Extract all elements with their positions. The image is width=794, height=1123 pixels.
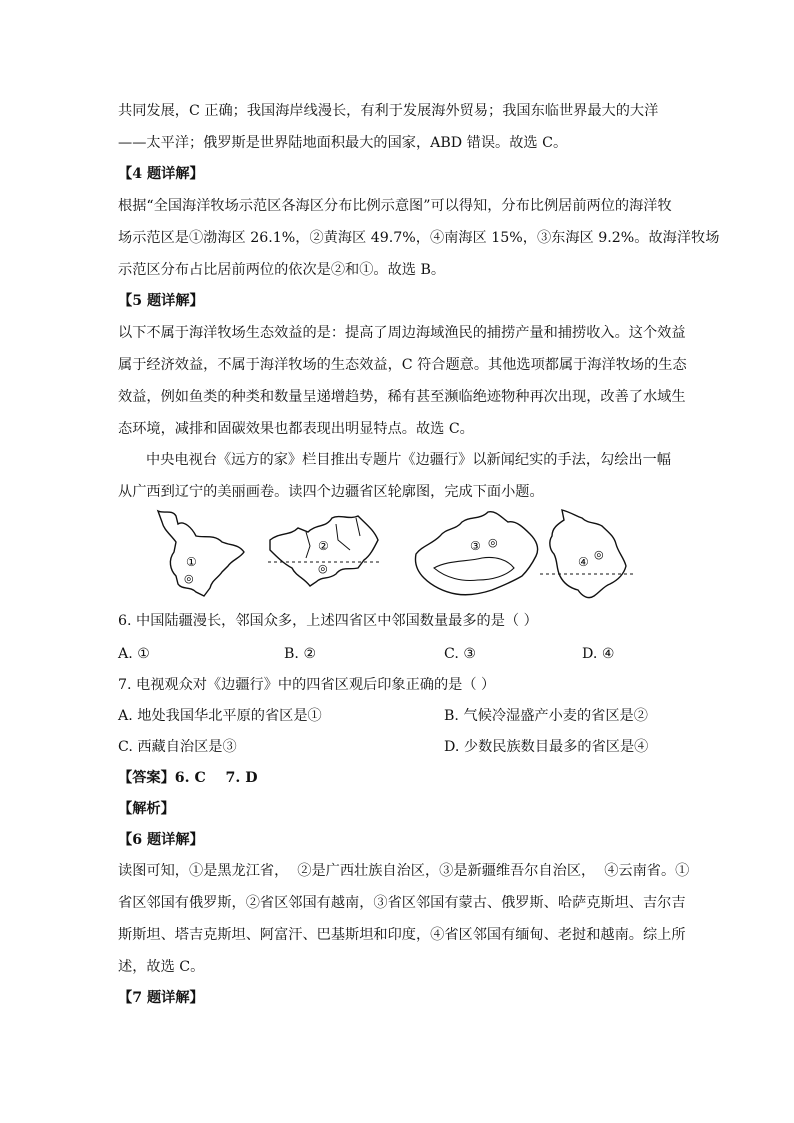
intro-line-2: ——太平洋；俄罗斯是世界陆地面积最大的国家，ABD 错误。故选 C。 [118, 135, 568, 151]
capital-symbol: ◎ [318, 562, 328, 575]
map-label-2: ② [318, 539, 329, 553]
q4-line-1: 根据“全国海洋牧场示范区各海区分布比例示意图”可以得知，分布比例居前两位的海洋牧 [118, 198, 672, 214]
analysis-heading: 【解析】 [118, 801, 175, 817]
q6-detail-line-2: 省区邻国有俄罗斯，②省区邻国有越南，③省区邻国有蒙古、俄罗斯、哈萨克斯坦、吉尔吉 [118, 895, 686, 911]
map-heilongjiang [152, 506, 252, 602]
q6-detail-heading: 【6 题详解】 [118, 832, 204, 848]
q7-option-b: B. 气候冷湿盛产小麦的省区是② [444, 708, 648, 724]
q5-line-1: 以下不属于海洋牧场生态效益的是：提高了周边海域渔民的捕捞产量和捕捞收入。这个效益 [118, 325, 686, 341]
q6-option-b: B. ② [284, 646, 317, 662]
passage-line-2: 从广西到辽宁的美丽画卷。读四个边疆省区轮廓图，完成下面小题。 [118, 484, 544, 500]
q4-line-2: 场示范区是①渤海区 26.1%，②黄海区 49.7%，④南海区 15%，③东海区 9.2%。故海洋牧场 [118, 230, 720, 246]
q7-option-a: A. 地处我国华北平原的省区是① [118, 708, 322, 724]
capital-symbol: ◎ [594, 548, 604, 561]
q6-stem: 6. 中国陆疆漫长，邻国众多，上述四省区中邻国数量最多的是（ ） [118, 613, 538, 629]
q7-option-c: C. 西藏自治区是③ [118, 739, 237, 755]
passage-line-1: 中央电视台《远方的家》栏目推出专题片《边疆行》以新闻纪实的手法，勾绘出一幅 [146, 452, 671, 468]
map-label-4: ④ [578, 555, 589, 569]
q6-option-c: C. ③ [444, 646, 477, 662]
map-yunnan [538, 506, 638, 606]
q6-detail-line-4: 述，故选 C。 [118, 959, 205, 975]
q6-detail-line-3: 斯斯坦、塔吉克斯坦、阿富汗、巴基斯坦和印度，④省区邻国有缅甸、老挝和越南。综上所 [118, 927, 686, 943]
capital-symbol: ◎ [184, 572, 194, 585]
q6-detail-line-1: 读图可知，①是黑龙江省， ②是广西壮族自治区，③是新疆维吾尔自治区， ④云南省。① [118, 863, 690, 879]
map-xinjiang [412, 506, 544, 602]
capital-symbol: ◎ [488, 536, 498, 549]
q7-detail-heading: 【7 题详解】 [118, 990, 204, 1006]
q7-option-d: D. 少数民族数目最多的省区是④ [444, 739, 649, 755]
map-guangxi [266, 506, 384, 596]
q4-heading: 【4 题详解】 [118, 166, 204, 182]
q5-line-3: 效益，例如鱼类的种类和数量呈递增趋势，稀有甚至濒临绝迹物种再次出现，改善了水域生 [118, 389, 686, 405]
map-label-3: ③ [470, 539, 481, 553]
q5-line-4: 态环境，减排和固碳效果也都表现出明显特点。故选 C。 [118, 421, 474, 437]
q7-stem: 7. 电视观众对《边疆行》中的四省区观后印象正确的是（ ） [118, 677, 496, 693]
intro-line-1: 共同发展，C 正确；我国海岸线漫长，有利于发展海外贸易；我国东临世界最大的大洋 [118, 103, 659, 119]
q6-option-d: D. ④ [582, 646, 615, 662]
answer-line: 【答案】6. C 7. D [118, 770, 258, 786]
q5-heading: 【5 题详解】 [118, 293, 204, 309]
q5-line-2: 属于经济效益，不属于海洋牧场的生态效益，C 符合题意。其他选项都属于海洋牧场的生态 [118, 357, 687, 373]
q4-line-3: 示范区分布占比居前两位的依次是②和①。故选 B。 [118, 262, 446, 278]
map-label-1: ① [186, 555, 197, 569]
q6-option-a: A. ① [118, 646, 150, 662]
